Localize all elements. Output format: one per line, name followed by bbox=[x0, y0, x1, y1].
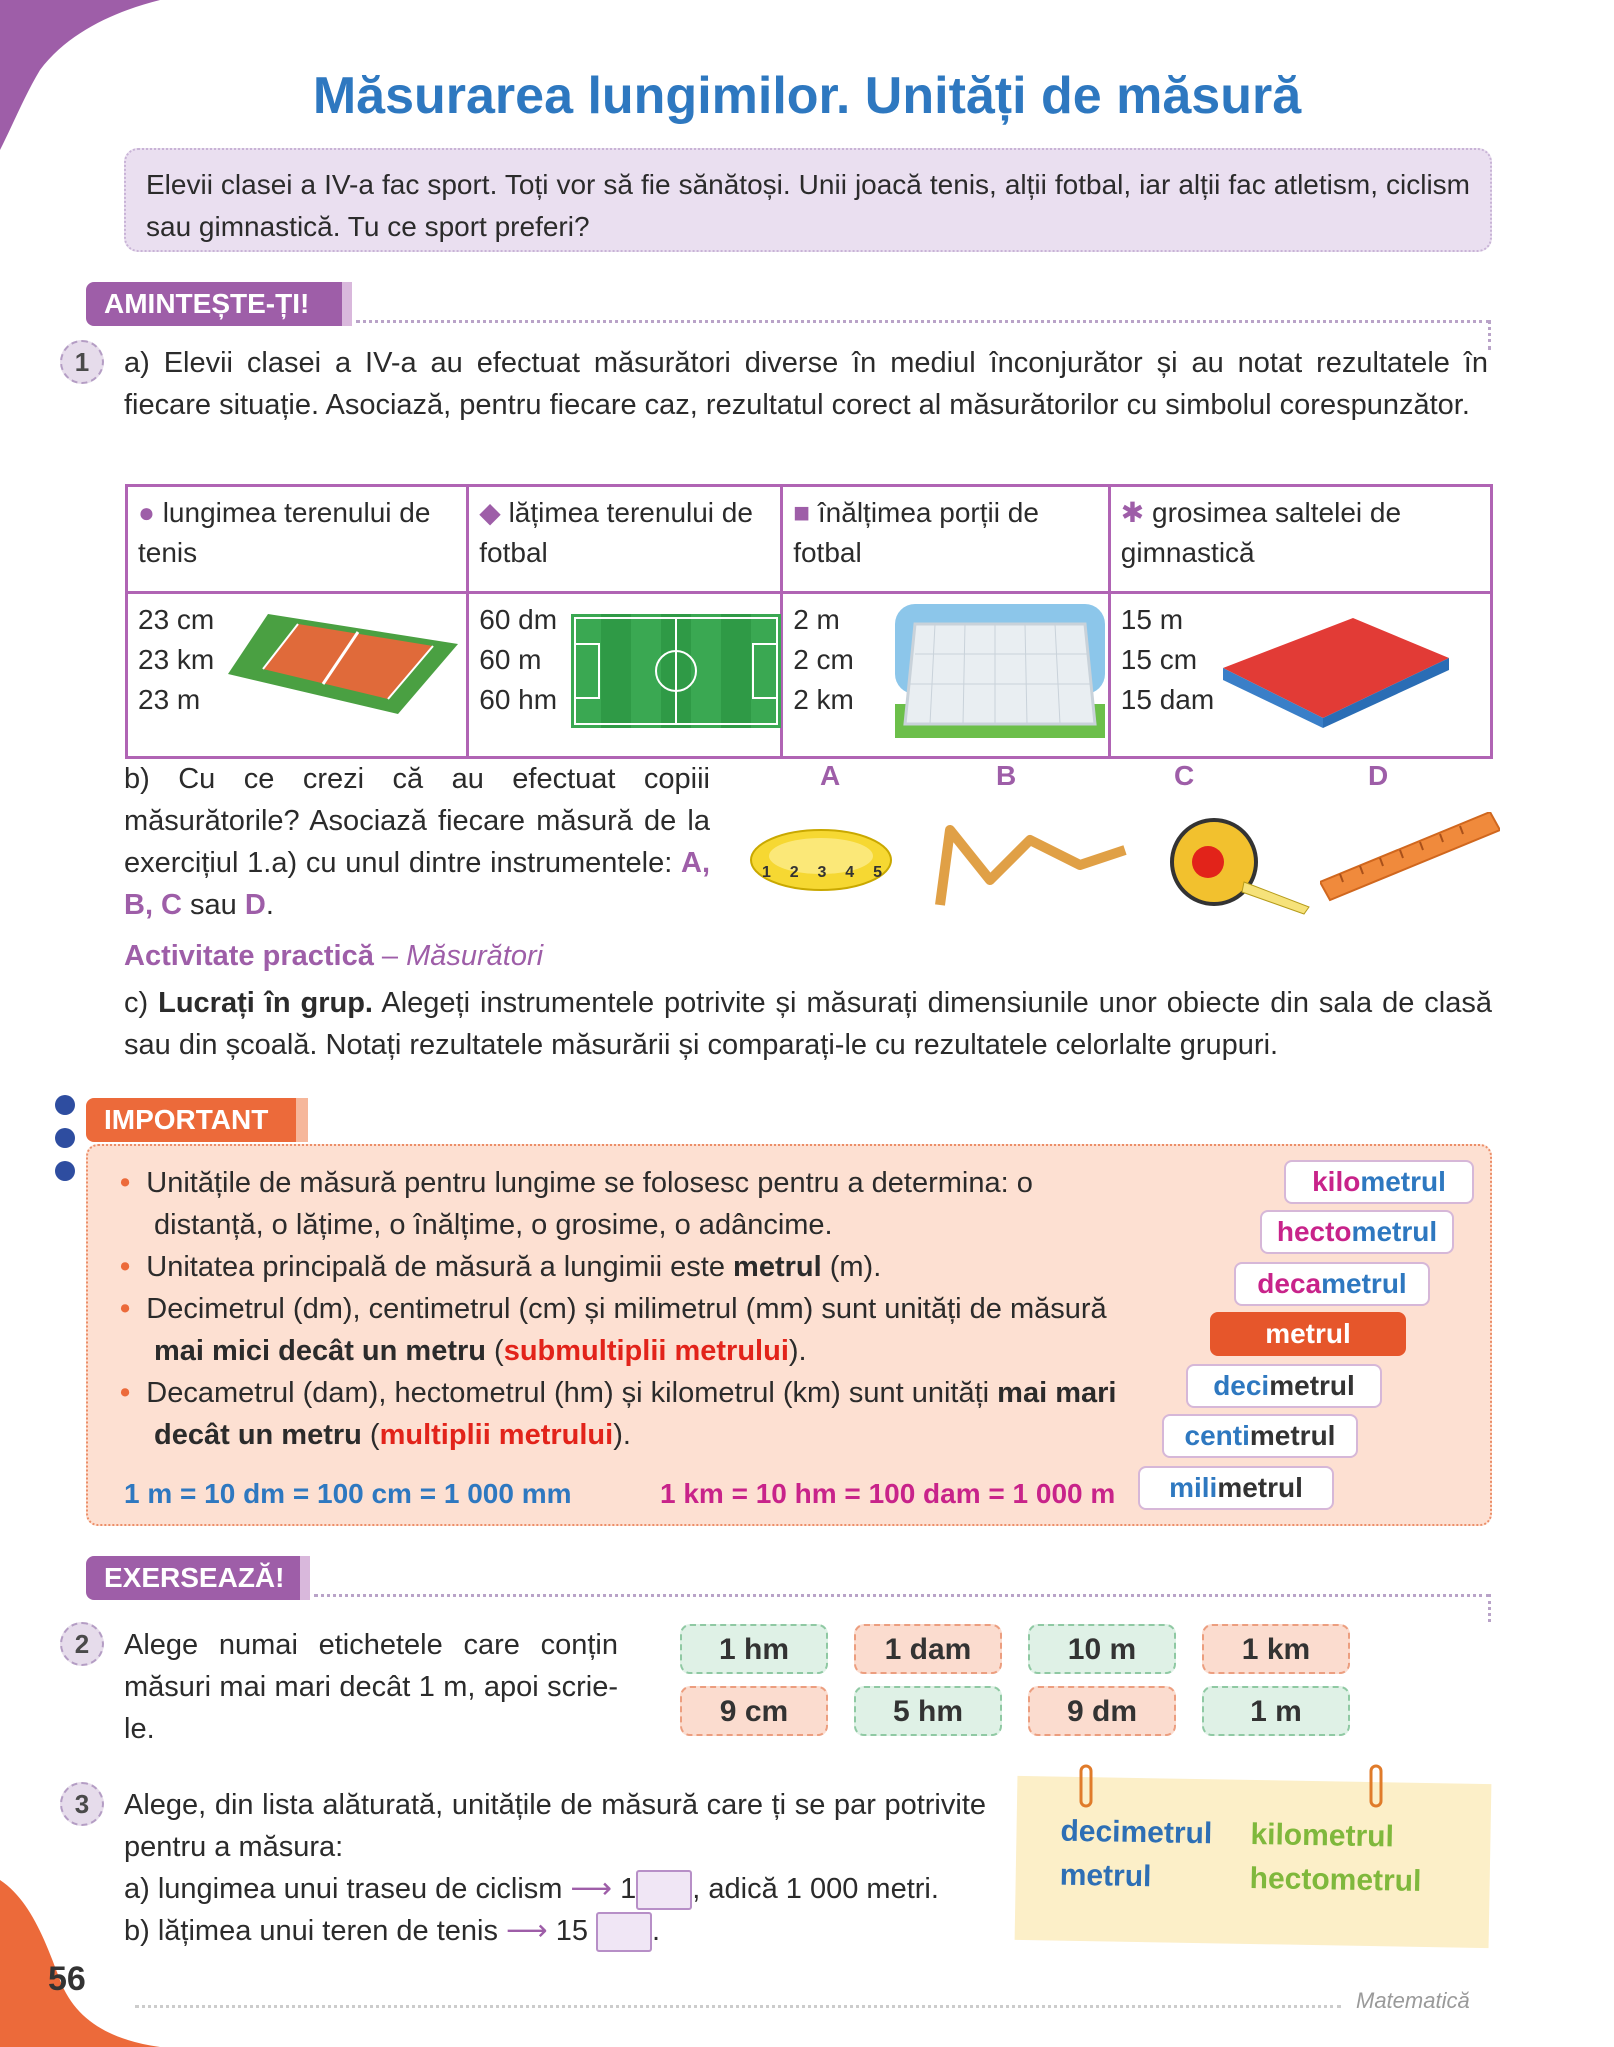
unit-base: metrul bbox=[1360, 1166, 1446, 1197]
bullet-icon: • bbox=[120, 1251, 147, 1283]
header-text: lățimea terenului de fotbal bbox=[479, 497, 753, 568]
page-number: 56 bbox=[48, 1960, 86, 1998]
instrument-label-a: A bbox=[820, 760, 841, 791]
answer-box[interactable] bbox=[636, 1870, 692, 1910]
answer-box[interactable] bbox=[596, 1912, 652, 1952]
list-item[interactable]: metrul bbox=[1059, 1858, 1152, 1894]
dots-icon bbox=[52, 1092, 78, 1188]
header-text: lungimea terenului de tenis bbox=[138, 497, 431, 568]
measurements-table bbox=[125, 484, 1493, 759]
sentence-end: . bbox=[265, 889, 274, 921]
unit-base: metrul bbox=[1269, 1370, 1355, 1401]
diamond-symbol: ◆ bbox=[479, 497, 501, 528]
bullet-item: • Decimetrul (dm), centimetrul (cm) și milimetrul (mm) sunt unități de măsură mai mici decât un metru (submultiplii metrului). bbox=[120, 1293, 1107, 1367]
submultiples-label: submultiplii metrului bbox=[503, 1335, 789, 1367]
football-goal-image bbox=[895, 604, 1105, 738]
roll-tape-measure-image[interactable] bbox=[1164, 812, 1314, 922]
tag-tail bbox=[342, 282, 352, 326]
unit-base: metrul bbox=[1351, 1216, 1438, 1247]
exercise-3a-end: , adică 1 000 metri. bbox=[692, 1873, 939, 1905]
equation-meter: 1 m = 10 dm = 100 cm = 1 000 mm bbox=[124, 1478, 572, 1509]
arrow-icon: ⟶ bbox=[570, 1873, 613, 1905]
exercise-1b-text bbox=[124, 758, 710, 926]
bullet-text: Unitățile de măsură pentru lungime se folosesc pentru a determina: o distanță, o lățime, o înălțime, o grosime, o adâncime. bbox=[146, 1167, 1033, 1241]
exercise-3a bbox=[124, 1868, 939, 1910]
remember-tag: AMINTEȘTE-ȚI! bbox=[86, 282, 342, 326]
practical-title: Activitate practică bbox=[124, 940, 374, 972]
tape-number: 2 bbox=[789, 864, 799, 881]
unit-base: metrul bbox=[1265, 1318, 1351, 1349]
exercise-number: 3 bbox=[60, 1782, 104, 1826]
bullet-text: (m). bbox=[821, 1251, 882, 1283]
instrument-label-b: B bbox=[996, 760, 1017, 791]
value-option[interactable]: 2 m bbox=[793, 604, 840, 635]
exercise-1c-statement: Alegeți instrumentele potrivite și măsurați dimensiunile unor obiecte din sala de clasă sau din școală. Notați rezultatele măsurării și comparați-le cu rezultatele celorlalte grupuri. bbox=[124, 987, 1493, 1061]
table-cell bbox=[1109, 593, 1491, 758]
instrument-label-d: D bbox=[1368, 760, 1389, 791]
exercise-1c-text bbox=[124, 982, 1492, 1066]
unit-metrul bbox=[1210, 1312, 1406, 1356]
bullet-text: Decametrul (dam), hectometrul (hm) și kilometrul (km) sunt unități bbox=[146, 1377, 998, 1409]
important-tag: IMPORTANT bbox=[86, 1098, 296, 1142]
practical-activity-heading bbox=[124, 940, 543, 973]
bullet-text: Unitatea principală de măsură a lungimii este bbox=[146, 1251, 734, 1283]
exercise-3a-text: a) lungimea unui traseu de ciclism bbox=[124, 1873, 563, 1905]
unit-prefix: deci bbox=[1213, 1370, 1270, 1401]
table-cell bbox=[782, 593, 1110, 758]
value-option[interactable]: 23 cm bbox=[138, 604, 215, 635]
value-option[interactable]: 23 km bbox=[138, 644, 215, 675]
exercise-3b-text: b) lățimea unui teren de tenis bbox=[124, 1915, 498, 1947]
value-option[interactable]: 2 km bbox=[793, 684, 854, 715]
paperclip-icon bbox=[1366, 1764, 1386, 1808]
tennis-court-image bbox=[228, 614, 458, 714]
folding-ruler-image[interactable] bbox=[930, 820, 1130, 910]
square-symbol: ■ bbox=[793, 497, 811, 528]
tape-number: 1 bbox=[762, 864, 771, 881]
label-chip[interactable]: 1 km bbox=[1202, 1624, 1350, 1674]
page-title: Măsurarea lungimilor. Unități de măsură bbox=[312, 67, 1302, 125]
paperclip-icon bbox=[1076, 1764, 1096, 1808]
exercise-3b-number: 15 bbox=[555, 1915, 588, 1947]
tape-roll-icon bbox=[746, 820, 896, 896]
instrument-option-d: D bbox=[244, 889, 266, 921]
intro-box: Elevii clasei a IV-a fac sport. Toți vor să fie sănătoși. Unii joacă tenis, alții fotbal, iar alții fac atletism, ciclism sau gimnastică. Tu ce sport preferi? bbox=[124, 148, 1492, 252]
exercise-1c-prefix: c) bbox=[124, 987, 159, 1019]
star-symbol: ✱ bbox=[1120, 497, 1145, 528]
label-chip[interactable]: 9 cm bbox=[680, 1686, 828, 1736]
value-option[interactable]: 15 dam bbox=[1120, 684, 1215, 715]
label-chip[interactable]: 5 hm bbox=[854, 1686, 1002, 1736]
tag-tail bbox=[300, 1556, 310, 1600]
important-bullets bbox=[120, 1162, 1120, 1456]
value-option[interactable]: 2 cm bbox=[793, 644, 854, 675]
exercise-1a-text bbox=[124, 342, 1488, 426]
footer-line bbox=[135, 2005, 1341, 2008]
exercise-1c-bold: Lucrați în grup. bbox=[158, 987, 373, 1019]
label-chip[interactable]: 1 m bbox=[1202, 1686, 1350, 1736]
bullet-bold: mai mici decât un metru bbox=[154, 1335, 486, 1367]
footer-subject: Matematică bbox=[1356, 1988, 1470, 2013]
bullet-text: Decimetrul (dm), centimetrul (cm) și milimetrul (mm) sunt unități de măsură bbox=[146, 1293, 1107, 1325]
football-field-image bbox=[571, 614, 781, 728]
bullet-item: • Decametrul (dam), hectometrul (hm) și kilometrul (km) sunt unități mai mari decât un metru (multiplii metrului). bbox=[120, 1377, 1117, 1451]
unit-kilometrul bbox=[1284, 1160, 1474, 1204]
exercise-3b-end: . bbox=[652, 1915, 661, 1947]
gym-mat-image bbox=[1223, 618, 1449, 728]
label-chip[interactable]: 10 m bbox=[1028, 1624, 1176, 1674]
exercise-3-text: Alege, din lista alăturată, unitățile de măsură care ți se par potrivite pentru a măsura: bbox=[124, 1789, 986, 1863]
instrument-options: A, B, C bbox=[124, 847, 710, 921]
tape-number: 3 bbox=[817, 864, 827, 881]
unit-decimetrul bbox=[1186, 1364, 1382, 1408]
exercise-3a-number: 1 bbox=[620, 1873, 637, 1905]
header-text: grosimea saltelei de gimnastică bbox=[1120, 497, 1402, 568]
unit-milimetrul bbox=[1138, 1466, 1334, 1510]
bullet-icon: • bbox=[120, 1377, 147, 1409]
unit-base: metrul bbox=[1321, 1268, 1407, 1299]
bullet-icon: • bbox=[120, 1167, 147, 1199]
header-text: înălțimea porții de fotbal bbox=[793, 497, 1039, 568]
instrument-label-c: C bbox=[1174, 760, 1195, 791]
unit-prefix: centi bbox=[1184, 1420, 1250, 1451]
ruler-image[interactable] bbox=[1320, 812, 1500, 902]
unit-prefix: deca bbox=[1257, 1268, 1322, 1299]
label-chip[interactable]: 9 dm bbox=[1028, 1686, 1176, 1736]
unit-prefix: kilo bbox=[1312, 1166, 1361, 1197]
unit-hectometrul bbox=[1260, 1210, 1454, 1254]
divider-end bbox=[1488, 320, 1491, 350]
exercise-number: 1 bbox=[60, 340, 104, 384]
multiples-label: multiplii metrului bbox=[379, 1419, 614, 1451]
bullet-icon: • bbox=[120, 1293, 147, 1325]
table-header-cell bbox=[468, 486, 782, 593]
exercise-1b-statement: b) Cu ce crezi că au efectuat copiii măsurătorile? Asociază fiecare măsură de la exercițiul 1.a) cu unul dintre instrumentele: bbox=[124, 763, 710, 879]
bullet-bold: metrul bbox=[733, 1251, 822, 1283]
bullet-bold: mai mari decât un metru bbox=[154, 1377, 1117, 1451]
unit-base: metrul bbox=[1217, 1472, 1303, 1503]
divider bbox=[314, 1594, 1490, 1597]
divider-end bbox=[1488, 1594, 1491, 1622]
bullet-item bbox=[120, 1162, 1120, 1246]
value-option[interactable]: 60 m bbox=[479, 644, 542, 675]
list-item[interactable]: decimetrul bbox=[1060, 1814, 1213, 1851]
tape-scale bbox=[762, 864, 882, 882]
table-cell bbox=[468, 593, 782, 758]
label-chip[interactable]: 1 hm bbox=[680, 1624, 828, 1674]
exercise-2-text: Alege numai etichetele care conțin măsuri mai mari decât 1 m, apoi scrie-le. bbox=[124, 1629, 618, 1745]
bullet-item bbox=[120, 1246, 1120, 1288]
list-item[interactable]: hectometrul bbox=[1249, 1861, 1422, 1898]
tape-measure-image[interactable] bbox=[746, 820, 896, 896]
practical-dash: – bbox=[373, 940, 407, 972]
table-cell bbox=[127, 593, 468, 758]
value-option[interactable]: 23 m bbox=[138, 684, 201, 715]
exercise-1a-statement: a) Elevii clasei a IV-a au efectuat măsurători diverse în mediul înconjurător și au notat rezultatele în fiecare situație. Asociază, pentru fiecare caz, rezultatul corect al măsurătorilor cu simbolul corespunzător. bbox=[124, 347, 1488, 421]
practical-subtitle: Măsurători bbox=[406, 940, 544, 972]
equation-kilometer: 1 km = 10 hm = 100 dam = 1 000 m bbox=[660, 1478, 1116, 1509]
table-header-cell bbox=[782, 486, 1110, 593]
table-header-cell bbox=[127, 486, 468, 593]
value-option[interactable]: 15 cm bbox=[1120, 644, 1198, 675]
tape-number: 5 bbox=[873, 864, 882, 881]
label-chip[interactable]: 1 dam bbox=[854, 1624, 1002, 1674]
value-option[interactable]: 60 hm bbox=[479, 684, 558, 715]
table-header-cell bbox=[1109, 486, 1491, 593]
unit-base: metrul bbox=[1249, 1420, 1336, 1451]
tape-number: 4 bbox=[845, 864, 855, 881]
unit-prefix: hecto bbox=[1276, 1216, 1352, 1247]
exercise-3b bbox=[124, 1910, 660, 1952]
arrow-icon: ⟶ bbox=[506, 1915, 548, 1947]
circle-symbol: ● bbox=[138, 497, 155, 528]
exercise-number: 2 bbox=[60, 1622, 104, 1666]
list-item[interactable]: kilometrul bbox=[1250, 1817, 1395, 1854]
unit-centimetrul bbox=[1162, 1414, 1358, 1458]
practice-tag: EXERSEAZĂ! bbox=[86, 1556, 300, 1600]
divider bbox=[356, 320, 1490, 323]
value-option[interactable]: 15 m bbox=[1120, 604, 1184, 635]
unit-decametrul bbox=[1234, 1262, 1430, 1306]
tag-tail bbox=[296, 1098, 308, 1142]
connector-text: sau bbox=[182, 889, 245, 921]
value-option[interactable]: 60 dm bbox=[479, 604, 558, 635]
unit-prefix: mili bbox=[1169, 1472, 1218, 1503]
